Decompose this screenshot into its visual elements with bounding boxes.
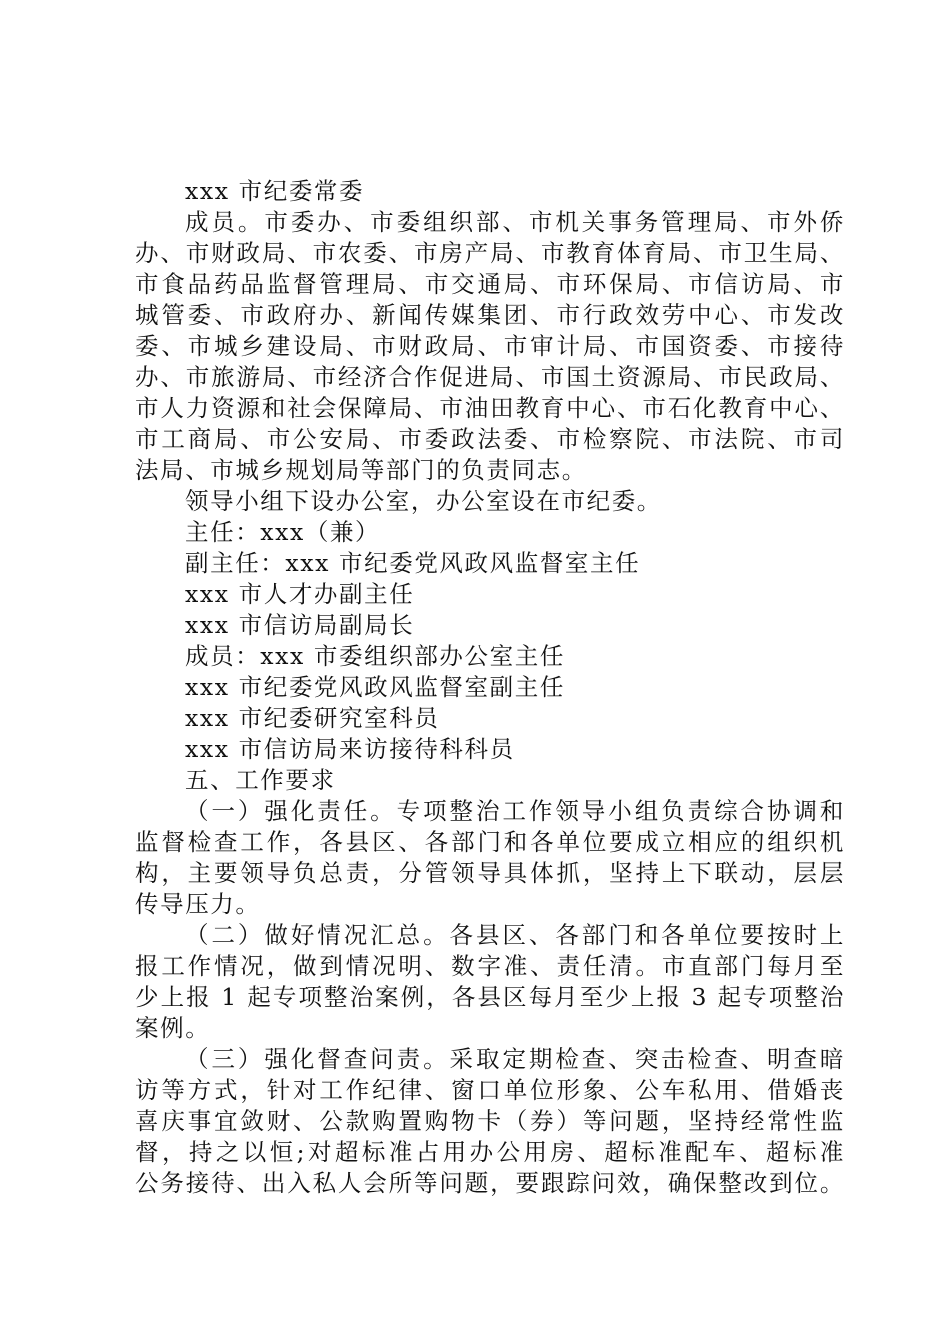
text-line: （一）强化责任。专项整治工作领导小组负责综合协调和 (185, 797, 845, 825)
text-line: 构，主要领导负总责，分管领导具体抓，坚持上下联动，层层 (135, 859, 845, 887)
section-heading: 五、工作要求 (185, 766, 336, 794)
text-line: 主任：xxx（兼） (185, 518, 381, 546)
text-line: 公务接待、出入私人会所等问题，要跟踪问效，确保整改到位。 (135, 1169, 845, 1197)
text-line: （三）强化督查问责。采取定期检查、突击检查、明查暗 (185, 1045, 845, 1073)
text-line: 报工作情况，做到情况明、数字准、责任清。市直部门每月至 (135, 952, 845, 980)
text-line: 市工商局、市公安局、市委政法委、市检察院、市法院、市司 (135, 425, 845, 453)
text-line: 法局、市城乡规划局等部门的负责同志。 (135, 456, 587, 484)
text-line: xxx 市信访局来访接待科科员 (185, 735, 515, 763)
text-line: 办、市财政局、市农委、市房产局、市教育体育局、市卫生局、 (135, 239, 845, 267)
text-line: xxx 市纪委党风政风监督室副主任 (185, 673, 565, 701)
text-line: 喜庆事宜敛财、公款购置购物卡（券）等问题，坚持经常性监 (135, 1107, 845, 1135)
text-line: 传导压力。 (135, 890, 261, 918)
text-line: 市食品药品监督管理局、市交通局、市环保局、市信访局、市 (135, 270, 845, 298)
text-line: 督，持之以恒;对超标准占用办公用房、超标准配车、超标准 (135, 1138, 845, 1166)
text-line: 案例。 (135, 1014, 211, 1042)
text-line: 访等方式，针对工作纪律、窗口单位形象、公车私用、借婚丧 (135, 1076, 845, 1104)
text-line: 领导小组下设办公室，办公室设在市纪委。 (185, 487, 662, 515)
text-line: 委、市城乡建设局、市财政局、市审计局、市国资委、市接待 (135, 332, 845, 360)
text-line: 监督检查工作，各县区、各部门和各单位要成立相应的组织机 (135, 828, 845, 856)
text-line: xxx 市纪委常委 (185, 177, 365, 205)
text-line: xxx 市信访局副局长 (185, 611, 415, 639)
text-line: 成员：xxx 市委组织部办公室主任 (185, 642, 565, 670)
text-line: （二）做好情况汇总。各县区、各部门和各单位要按时上 (185, 921, 845, 949)
text-line: 办、市旅游局、市经济合作促进局、市国土资源局、市民政局、 (135, 363, 845, 391)
text-line: xxx 市人才办副主任 (185, 580, 415, 608)
text-line: 少上报 1 起专项整治案例，各县区每月至少上报 3 起专项整治 (135, 983, 845, 1011)
text-line: xxx 市纪委研究室科员 (185, 704, 440, 732)
text-line: 市人力资源和社会保障局、市油田教育中心、市石化教育中心、 (135, 394, 845, 422)
text-line: 城管委、市政府办、新闻传媒集团、市行政效劳中心、市发改 (135, 301, 845, 329)
text-line: 成员。市委办、市委组织部、市机关事务管理局、市外侨 (185, 208, 845, 236)
text-line: 副主任：xxx 市纪委党风政风监督室主任 (185, 549, 641, 577)
